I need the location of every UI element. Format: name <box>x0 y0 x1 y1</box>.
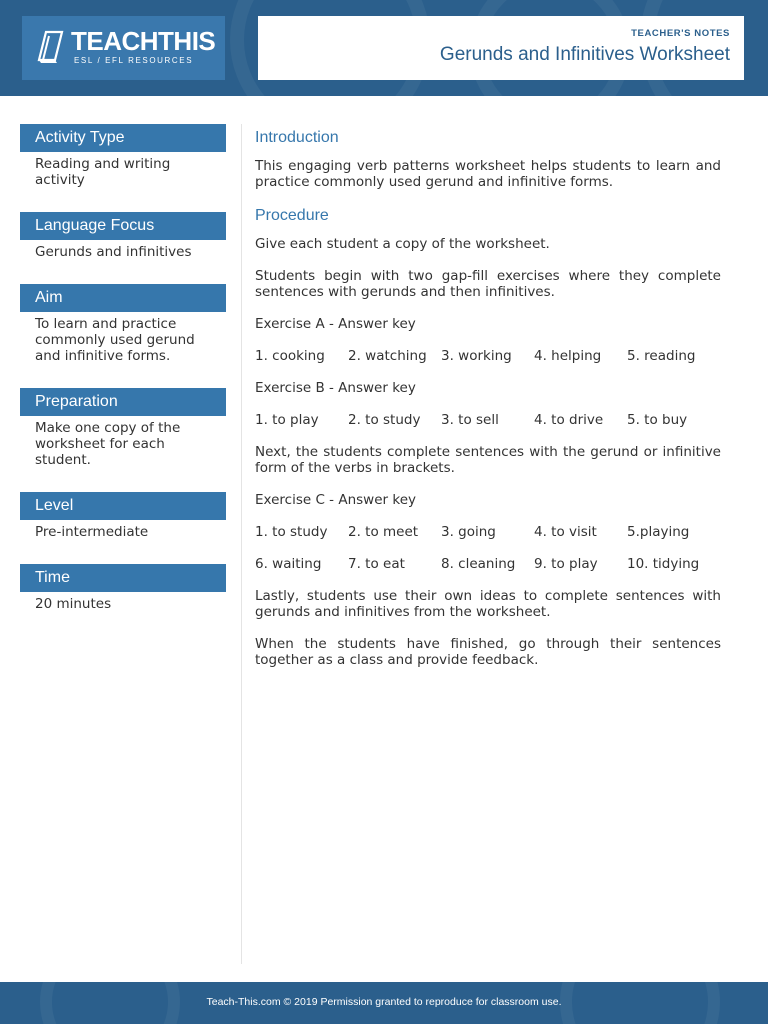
exercise-c-label: Exercise C - Answer key <box>255 492 416 508</box>
notes-label: TEACHER'S NOTES <box>631 28 730 39</box>
answer-item: 4. to visit <box>534 524 597 540</box>
sidebar-text: Reading and writing activity <box>35 156 171 188</box>
answer-item: 2. to meet <box>348 524 419 540</box>
page-footer <box>0 982 768 1024</box>
sidebar-time <box>20 564 226 612</box>
copyright-text: Teach-This.com © 2019 Permission granted to reproduce for classroom use. <box>206 996 562 1008</box>
page-title: Gerunds and Infinitives Worksheet <box>439 44 730 65</box>
answer-item: 3. to sell <box>441 412 499 428</box>
sidebar-heading: Language Focus <box>20 212 226 240</box>
sidebar-text: Make one copy of the worksheet for each student. <box>35 420 181 468</box>
answer-item: 1. cooking <box>255 348 325 364</box>
exercise-a-label: Exercise A - Answer key <box>255 316 416 332</box>
brand-tagline: ESL / EFL RESOURCES <box>74 56 194 65</box>
answer-item: 2. watching <box>348 348 427 364</box>
sidebar-text: Pre-intermediate <box>35 524 149 540</box>
sidebar-aim <box>20 284 226 364</box>
sidebar-text: Gerunds and infinitives <box>35 244 192 260</box>
sidebar-language-focus <box>20 212 226 260</box>
brand-name: TEACHTHIS <box>71 26 216 56</box>
sidebar-heading: Preparation <box>20 388 226 416</box>
exercise-c-answers-row-1 <box>255 524 721 540</box>
exercise-a-answers <box>255 348 721 364</box>
brand-logo[interactable] <box>22 16 225 80</box>
answer-item: 4. helping <box>534 348 602 364</box>
sidebar-level <box>20 492 226 540</box>
sidebar-activity-type <box>20 124 226 188</box>
info-sidebar <box>20 124 226 636</box>
page-header <box>0 0 768 96</box>
procedure-step: Next, the students complete sentences with the gerund or infinitive form of the verbs in brackets. <box>255 444 721 476</box>
procedure-step: When the students have finished, go through their sentences together as a class and provide feedback. <box>255 636 721 668</box>
main-content <box>255 128 721 684</box>
answer-item: 3. working <box>441 348 512 364</box>
answer-item: 5.playing <box>627 524 690 540</box>
sidebar-heading: Activity Type <box>20 124 226 152</box>
procedure-step: Give each student a copy of the worksheet. <box>255 236 550 252</box>
procedure-step: Lastly, students use their own ideas to complete sentences with gerunds and infinitives from the worksheet. <box>255 588 721 620</box>
sidebar-heading: Level <box>20 492 226 520</box>
answer-item: 5. reading <box>627 348 696 364</box>
procedure-step: Students begin with two gap-fill exercises where they complete sentences with gerunds and then infinitives. <box>255 268 721 300</box>
title-panel <box>258 16 744 80</box>
exercise-b-label: Exercise B - Answer key <box>255 380 416 396</box>
answer-item: 6. waiting <box>255 556 322 572</box>
introduction-heading: Introduction <box>255 129 339 146</box>
column-divider <box>241 124 242 964</box>
answer-item: 7. to eat <box>348 556 405 572</box>
procedure-heading: Procedure <box>255 207 329 224</box>
sidebar-preparation <box>20 388 226 468</box>
exercise-b-answers <box>255 412 721 428</box>
sidebar-text: To learn and practice commonly used gerund and infinitive forms. <box>35 316 195 364</box>
answer-item: 3. going <box>441 524 496 540</box>
answer-item: 9. to play <box>534 556 598 572</box>
introduction-text: This engaging verb patterns worksheet helps students to learn and practice commonly used gerund and infinitive forms. <box>255 158 721 190</box>
answer-item: 5. to buy <box>627 412 688 428</box>
answer-item: 10. tidying <box>627 556 700 572</box>
sidebar-heading: Aim <box>20 284 226 312</box>
answer-item: 4. to drive <box>534 412 604 428</box>
answer-item: 2. to study <box>348 412 421 428</box>
answer-item: 1. to study <box>255 524 328 540</box>
sidebar-text: 20 minutes <box>35 596 112 612</box>
book-icon <box>36 28 66 64</box>
answer-item: 1. to play <box>255 412 319 428</box>
answer-item: 8. cleaning <box>441 556 516 572</box>
sidebar-heading: Time <box>20 564 226 592</box>
exercise-c-answers-row-2 <box>255 556 721 572</box>
